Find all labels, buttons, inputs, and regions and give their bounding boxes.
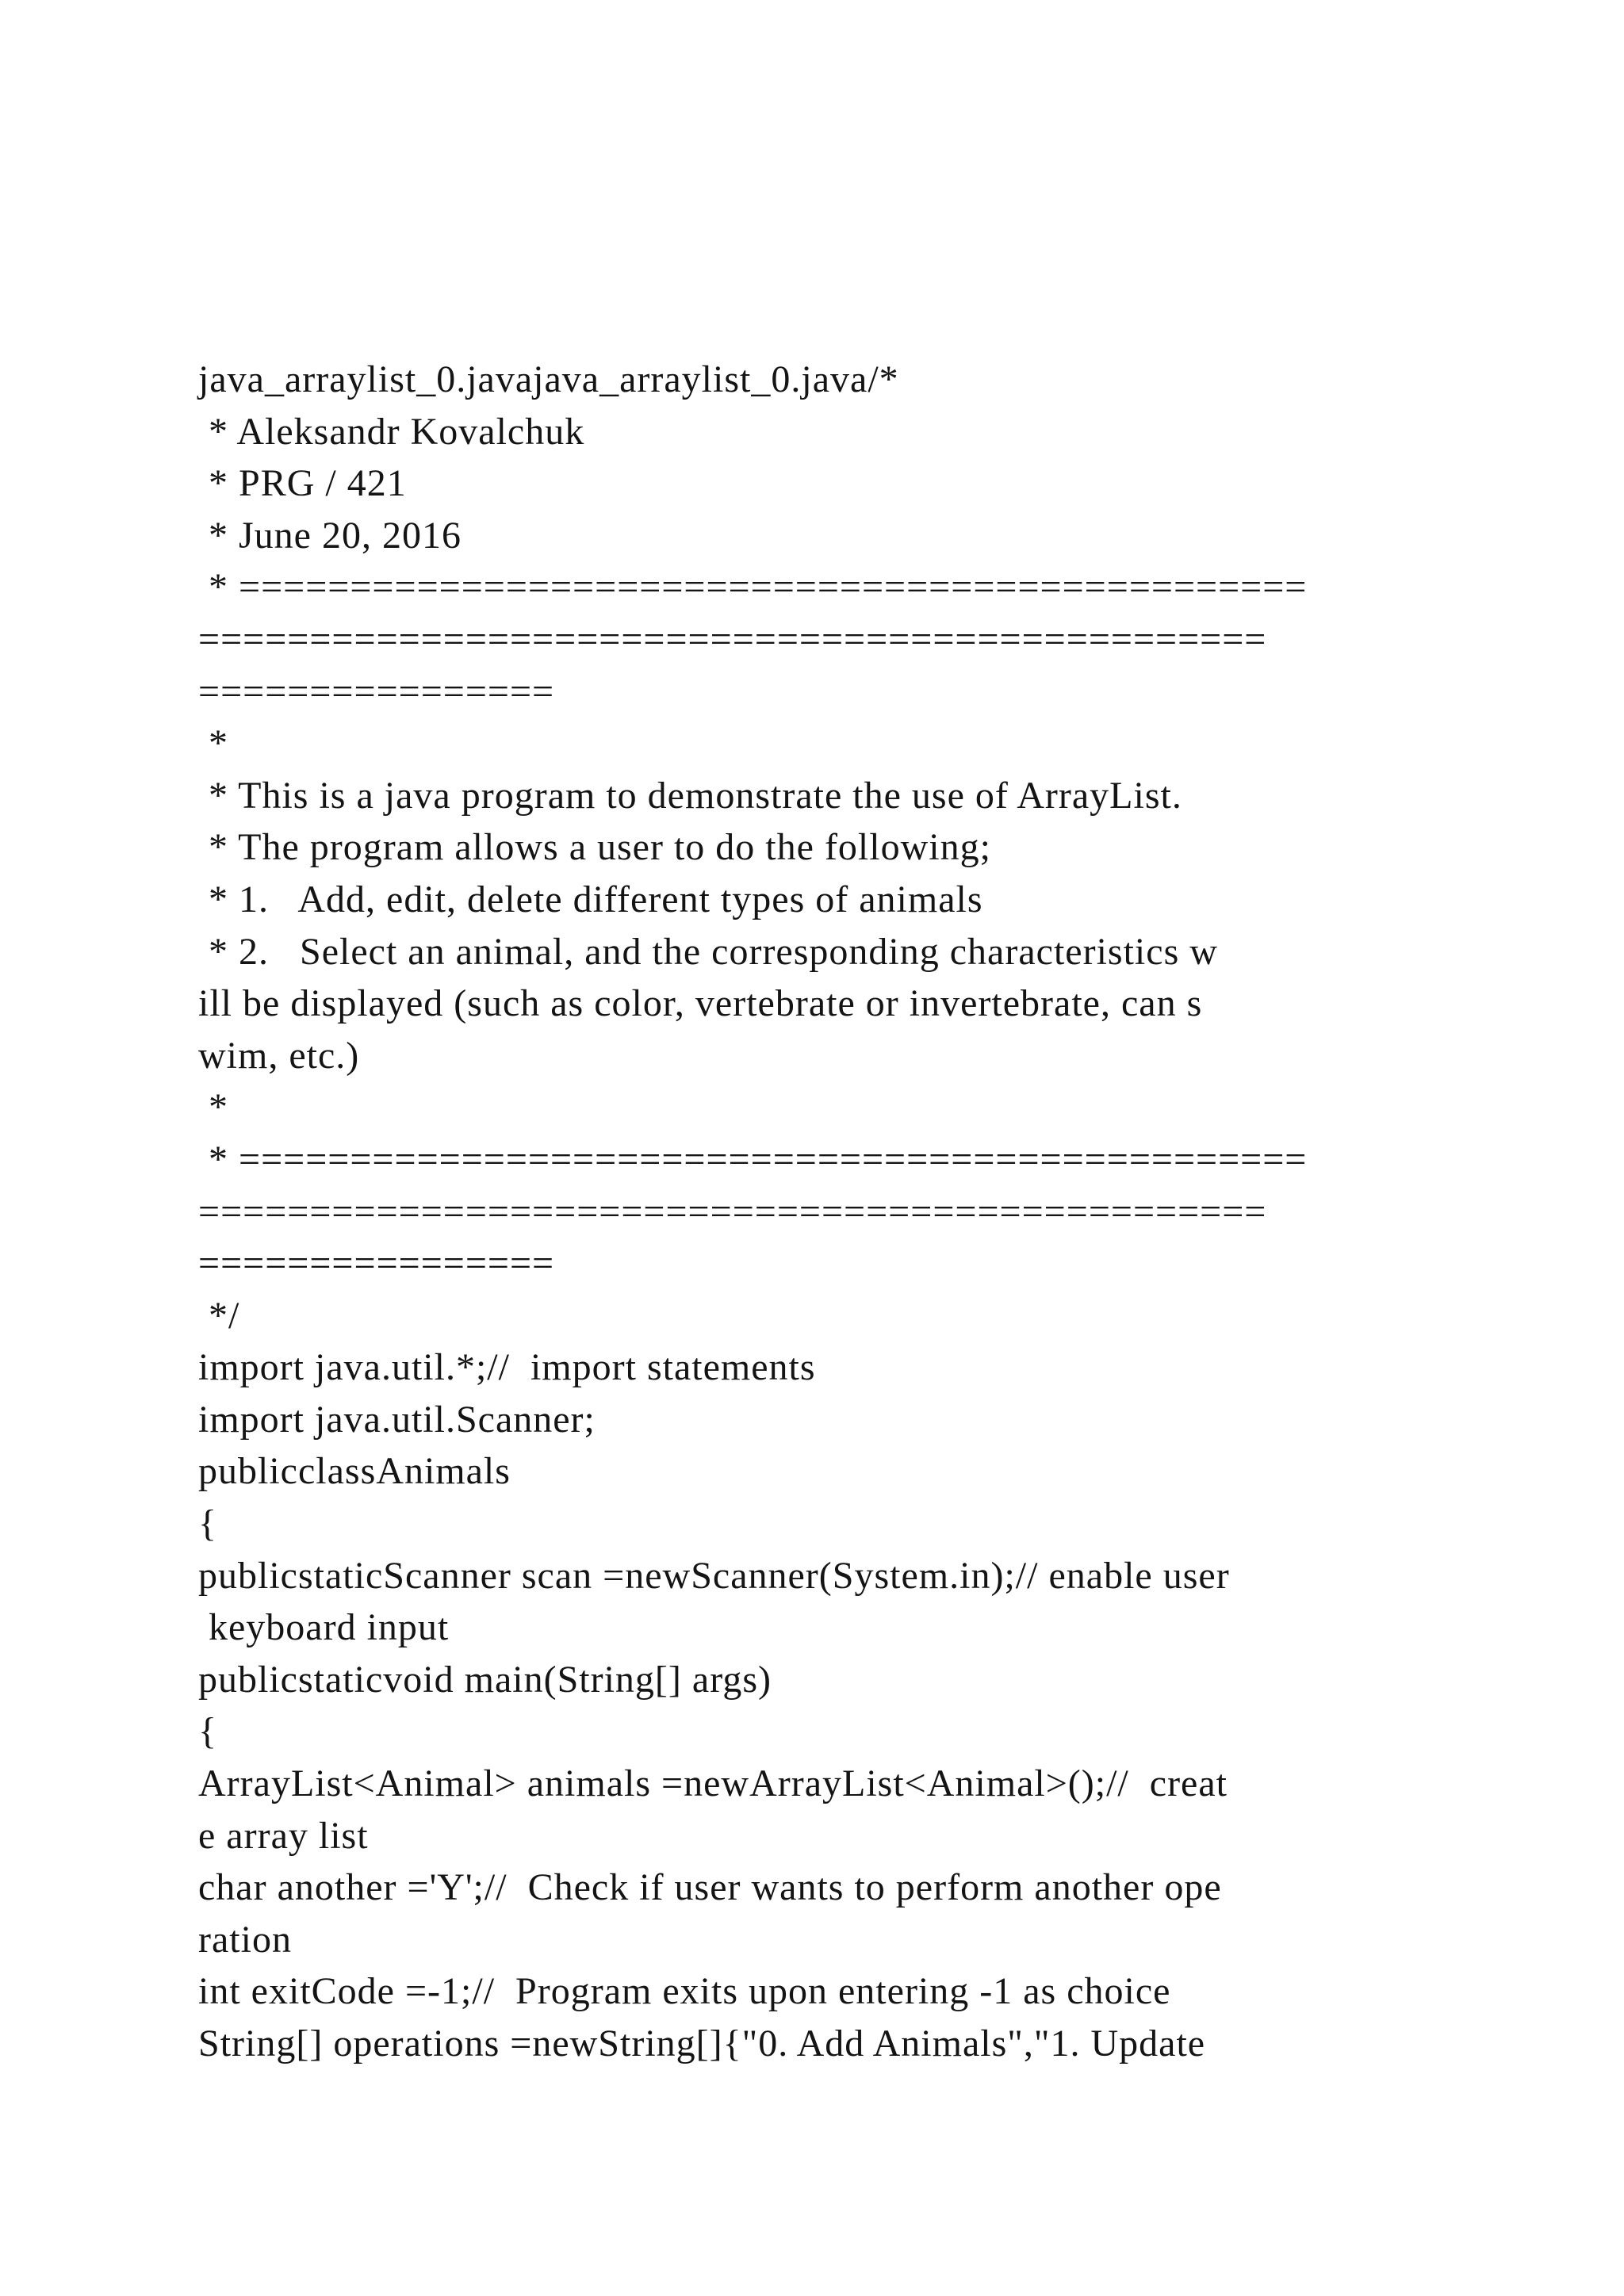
code-line-28: ArrayList<Animal> animals =newArrayList<Animal>();// creat [198, 1762, 1228, 1805]
code-line-29: e array list [198, 1814, 369, 1857]
code-line-27: { [198, 1710, 218, 1753]
code-line-15: * [198, 1086, 228, 1129]
code-line-33: String[] operations =newString[]{"0. Add Animals","1. Update [198, 2022, 1206, 2064]
code-line-17: ================================================ [198, 1190, 1267, 1233]
code-line-21: import java.util.Scanner; [198, 1398, 596, 1441]
code-line-12: * 2. Select an animal, and the corresponding characteristics w [198, 930, 1218, 973]
code-line-32: int exitCode =-1;// Program exits upon entering -1 as choice [198, 1970, 1171, 2013]
code-line-11: * 1. Add, edit, delete different types of animals [198, 878, 983, 920]
code-line-10: * The program allows a user to do the following; [198, 826, 991, 869]
code-line-23: { [198, 1502, 218, 1545]
code-line-22: publicclassAnimals [198, 1450, 511, 1493]
code-line-8: * [198, 722, 228, 765]
code-line-9: * This is a java program to demonstrate the use of ArrayList. [198, 774, 1182, 817]
code-line-30: char another ='Y';// Check if user wants to perform another ope [198, 1866, 1222, 1909]
code-line-31: ration [198, 1918, 292, 1961]
code-line-3: * PRG / 421 [198, 462, 407, 505]
code-line-4: * June 20, 2016 [198, 514, 462, 557]
code-line-13: ill be displayed (such as color, vertebrate or invertebrate, can s [198, 982, 1203, 1025]
code-line-2: * Aleksandr Kovalchuk [198, 410, 585, 453]
code-line-1: java_arraylist_0.javajava_arraylist_0.java/* [198, 358, 899, 400]
code-line-24: publicstaticScanner scan =newScanner(System.in);// enable user [198, 1554, 1230, 1597]
code-line-14: wim, etc.) [198, 1034, 360, 1077]
code-line-7: ================ [198, 670, 555, 713]
code-line-18: ================ [198, 1242, 555, 1285]
code-line-6: ================================================ [198, 618, 1267, 660]
source-code-text [198, 354, 1435, 2070]
code-line-26: publicstaticvoid main(String[] args) [198, 1658, 772, 1701]
code-line-19: */ [198, 1294, 240, 1337]
code-line-20: import java.util.*;// import statements [198, 1346, 816, 1389]
code-line-5: * ================================================ [198, 566, 1308, 609]
code-line-16: * ================================================ [198, 1138, 1308, 1181]
code-line-25: keyboard input [198, 1606, 450, 1649]
